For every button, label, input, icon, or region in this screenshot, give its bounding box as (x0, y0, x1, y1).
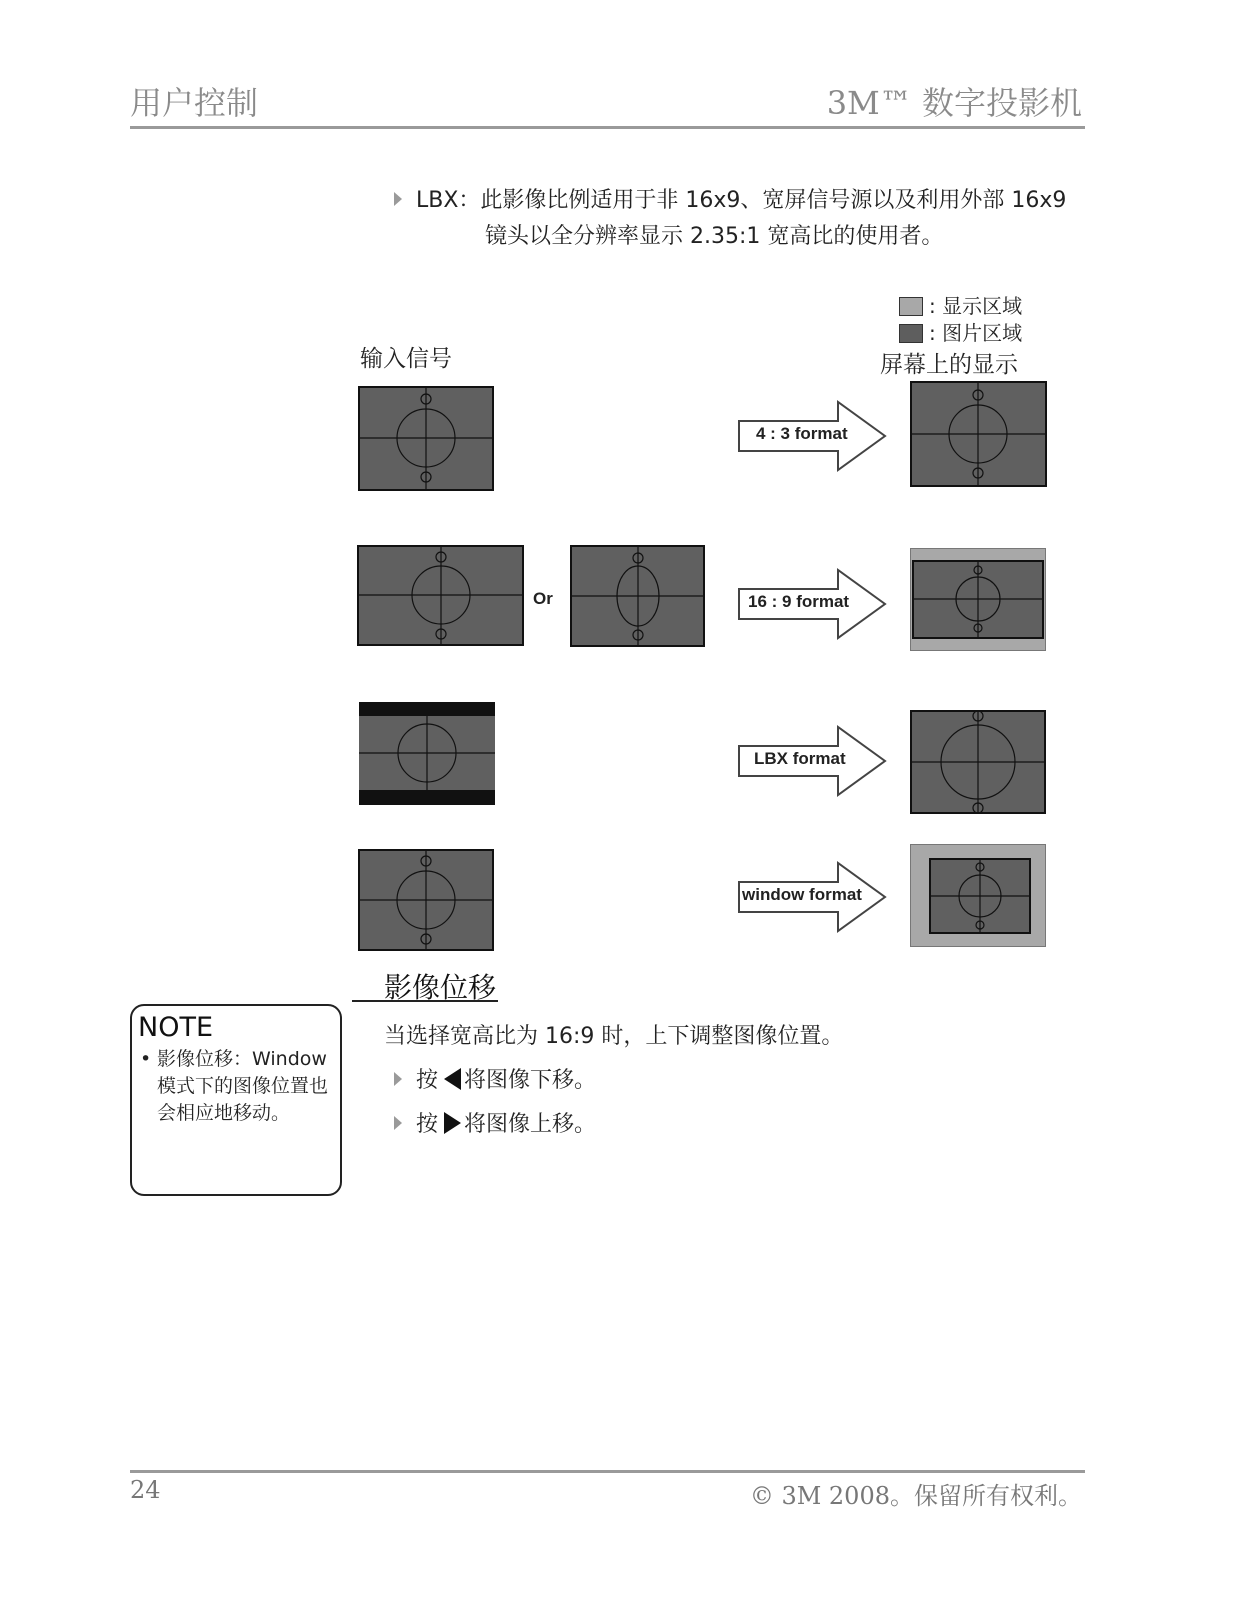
test-pattern (359, 547, 522, 644)
or-label: Or (533, 589, 553, 608)
test-pattern (359, 716, 495, 790)
format-label-4x3: 4 : 3 format (756, 424, 848, 443)
output-window-picture-area (929, 858, 1031, 934)
test-pattern (572, 547, 703, 645)
test-pattern (912, 712, 1044, 812)
arrow-window (736, 860, 888, 934)
output-4x3-screen (910, 381, 1047, 487)
header-section-title: 用户控制 (130, 84, 259, 122)
bullet-icon (394, 1072, 402, 1086)
test-pattern (931, 860, 1029, 932)
format-label-16x9: 16 : 9 format (748, 592, 850, 611)
screen-display-label: 屏幕上的显示 (880, 352, 1018, 378)
input-16x9-anamorphic-screen (570, 545, 705, 647)
input-window-screen (358, 849, 494, 951)
input-signal-label: 输入信号 (360, 346, 452, 372)
section-intro: 当选择宽高比为 16:9 时，上下调整图像位置。 (384, 1024, 844, 1049)
lbx-description-line2: 镜头以全分辨率显示 2.35:1 宽高比的使用者。 (485, 224, 944, 249)
left-arrow-icon (444, 1068, 461, 1090)
shift-up-instruction: 按 将图像上移。 (394, 1107, 596, 1143)
test-pattern (914, 562, 1042, 637)
header-rule (130, 126, 1085, 129)
input-4x3-screen (358, 386, 494, 491)
arrow-lbx (736, 724, 888, 798)
output-lbx-screen (910, 710, 1046, 814)
legend-picture-area: : 图片区域 (899, 317, 1022, 346)
input-lbx-screen (359, 702, 495, 805)
arrow-4x3 (736, 399, 888, 473)
output-16x9-picture-area (912, 560, 1044, 639)
test-pattern (360, 388, 492, 489)
page-number: 24 (130, 1476, 161, 1504)
input-16x9-screen (357, 545, 524, 646)
format-label-window: window format (742, 885, 862, 904)
section-title: 影像位移 (384, 971, 497, 1004)
format-label-lbx: LBX format (754, 749, 846, 768)
note-text: • 影像位移：Window 模式下的图像位置也会相应地移动。 (140, 1048, 329, 1124)
header-product-name: 3M™ 数字投影机 (826, 84, 1082, 122)
lbx-description-line1: LBX：此影像比例适用于非 16x9、宽屏信号源以及利用外部 16x9 (394, 183, 1066, 219)
bullet-icon (394, 1116, 402, 1130)
legend-swatch-dark (899, 324, 923, 343)
note-title: NOTE (138, 1012, 214, 1043)
right-arrow-icon (444, 1112, 461, 1134)
output-window-display-area (910, 844, 1046, 947)
legend-display-area: : 显示区域 (899, 290, 1022, 319)
footer-rule (130, 1470, 1085, 1473)
shift-down-instruction: 按 将图像下移。 (394, 1063, 596, 1099)
output-16x9-display-area (910, 548, 1046, 651)
arrow-16x9 (736, 567, 888, 641)
note-bullet-icon: • (140, 1048, 152, 1070)
bullet-icon (394, 192, 402, 206)
legend-swatch-light (899, 297, 923, 316)
test-pattern (360, 851, 492, 949)
input-lbx-picture-area (359, 714, 495, 792)
test-pattern (912, 383, 1045, 485)
copyright: © 3M 2008。保留所有权利。 (749, 1482, 1082, 1510)
